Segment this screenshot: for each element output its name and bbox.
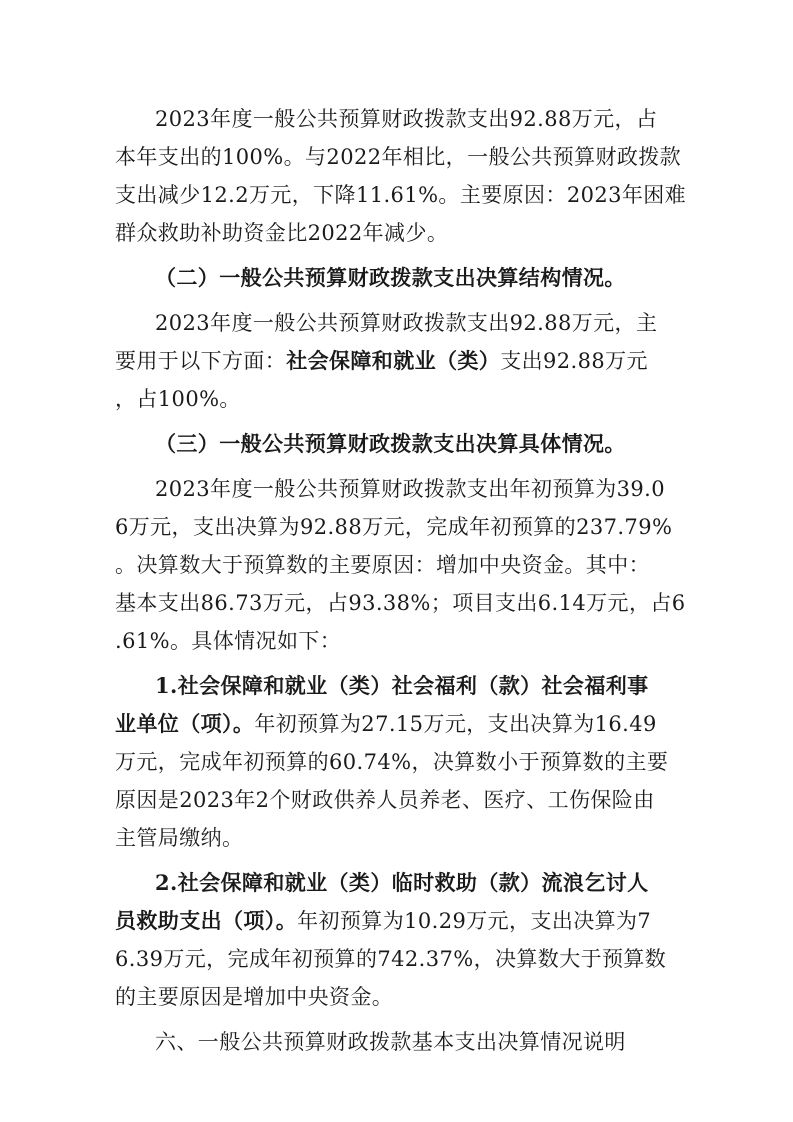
section-heading-details: （三）一般公共预算财政拨款支出决算具体情况。 xyxy=(155,431,626,456)
text-line: 的主要原因是增加中央资金。 xyxy=(115,985,394,1009)
text-line: 万元，完成年初预算的60.74%，决算数小于预算数的主要 xyxy=(115,750,669,774)
text-line xyxy=(115,342,687,380)
paragraph-general-budget-expenditure xyxy=(115,100,687,252)
text-line xyxy=(115,902,687,940)
text-line: 2023年度一般公共预算财政拨款支出年初预算为39.0 xyxy=(155,477,665,501)
section-heading-structure: （二）一般公共预算财政拨款支出决算结构情况。 xyxy=(155,265,626,290)
text-line: 支出减少12.2万元，下降11.61%。主要原因：2023年困难 xyxy=(115,183,687,207)
text-line: 原因是2023年2个财政供养人员养老、医疗、工伤保险由 xyxy=(115,788,655,812)
text-segment: 年初预算为27.15万元，支出决算为16.49 xyxy=(254,712,657,736)
text-line: 2023年度一般公共预算财政拨款支出92.88万元，主 xyxy=(155,311,658,335)
text-line: 群众救助补助资金比2022年减少。 xyxy=(115,221,449,245)
item-title-line: 1.社会保障和就业（类）社会福利（款）社会福利事 xyxy=(155,673,649,698)
document-page xyxy=(115,100,687,1061)
item-title-tail: 员救助支出（项）。 xyxy=(115,908,298,933)
section-heading-basic-expenditure: 六、一般公共预算财政拨款基本支出决算情况说明 xyxy=(155,1030,626,1054)
bold-category: 社会保障和就业（类） xyxy=(286,348,501,373)
text-line xyxy=(115,705,687,743)
text-line: 6万元，支出决算为92.88万元，完成年初预算的237.79% xyxy=(115,515,673,539)
paragraph-structure xyxy=(115,304,687,418)
text-line: 6.39万元，完成年初预算的742.37%，决算数大于预算数 xyxy=(115,947,667,971)
text-line: 本年支出的100%。与2022年相比，一般公共预算财政拨款 xyxy=(115,145,682,169)
text-line: .61%。具体情况如下： xyxy=(115,629,342,653)
paragraph-details xyxy=(115,470,687,660)
list-item-social-welfare xyxy=(115,667,687,857)
text-segment: 要用于以下方面： xyxy=(115,349,287,373)
item-title-tail: 业单位（项）。 xyxy=(115,711,255,736)
item-title-line: 2.社会保障和就业（类）临时救助（款）流浪乞讨人 xyxy=(155,870,649,895)
text-segment: 支出92.88万元 xyxy=(500,349,648,373)
text-line: 2023年度一般公共预算财政拨款支出92.88万元，占 xyxy=(155,107,658,131)
text-segment: 年初预算为10.29万元，支出决算为7 xyxy=(297,909,652,933)
text-line: ，占100%。 xyxy=(115,387,241,411)
list-item-vagrant-relief xyxy=(115,864,687,1016)
text-line: 基本支出86.73万元，占93.38%；项目支出6.14万元，占6 xyxy=(115,591,686,615)
text-line: 。决算数大于预算数的主要原因：增加中央资金。其中： xyxy=(115,553,650,577)
text-line: 主管局缴纳。 xyxy=(115,826,244,850)
